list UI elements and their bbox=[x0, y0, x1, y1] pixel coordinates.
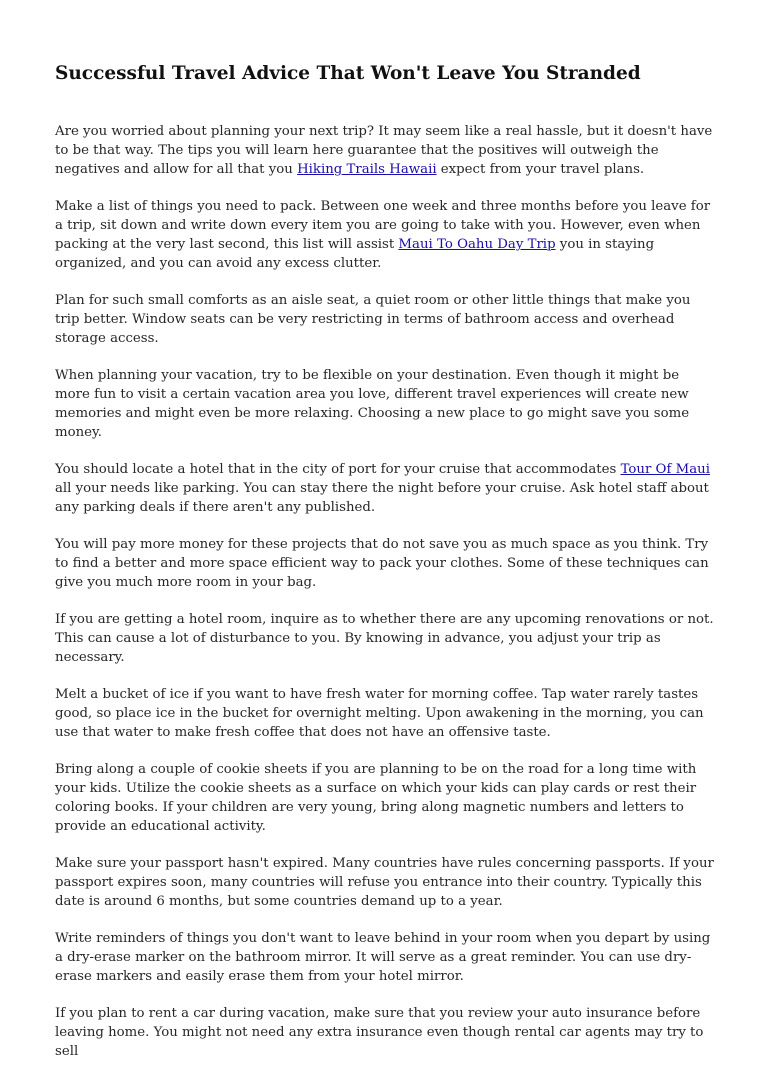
paragraph-text: you in staying organized, and you can avoid any excess clutter. bbox=[55, 237, 655, 271]
paragraph-text: Plan for such small comforts as an aisle seat, a quiet room or other little things that make you trip better. Window seats can be very restricting in terms of bathroom access and overhead storage access. bbox=[55, 293, 691, 346]
paragraph-text: You should locate a hotel that in the city of port for your cruise that accommodates bbox=[55, 462, 621, 477]
paragraph bbox=[55, 535, 715, 592]
paragraph-text: You will pay more money for these projects that do not save you as much space as you think. Try to find a better and more space efficient way to pack your clothes. Some of these techniques can give you much more room in your bag. bbox=[55, 537, 709, 590]
paragraph-text: all your needs like parking. You can stay there the night before your cruise. Ask hotel staff about any parking deals if there aren't any published. bbox=[55, 481, 709, 515]
paragraph-text: Are you worried about planning your next trip? It may seem like a real hassle, but it doesn't have to be that way. The tips you will learn here guarantee that the positives will outweigh the negatives and allow for all that you bbox=[55, 124, 713, 177]
paragraph bbox=[55, 685, 715, 742]
paragraph-text: If you are getting a hotel room, inquire as to whether there are any upcoming renovations or not. This can cause a lot of disturbance to you. By knowing in advance, you adjust your trip as necessary. bbox=[55, 612, 714, 665]
paragraph bbox=[55, 854, 715, 911]
paragraph-text: When planning your vacation, try to be flexible on your destination. Even though it might be more fun to visit a certain vacation area you love, different travel experiences will create new memories and might even be more relaxing. Choosing a new place to go might save you some money. bbox=[55, 368, 690, 440]
paragraph-text: Make sure your passport hasn't expired. Many countries have rules concerning passports. If your passport expires soon, many countries will refuse you entrance into their country. Typically this date is around 6 months, but some countries demand up to a year. bbox=[55, 856, 714, 909]
paragraph bbox=[55, 1004, 715, 1061]
paragraph bbox=[55, 197, 715, 273]
paragraph-text: expect from your travel plans. bbox=[436, 162, 645, 177]
document-page bbox=[55, 60, 715, 1079]
paragraph-text: If you plan to rent a car during vacation, make sure that you review your auto insurance before leaving home. You might not need any extra insurance even though rental car agents may try to sell bbox=[55, 1006, 704, 1059]
paragraph bbox=[55, 760, 715, 836]
tour-of-maui-link[interactable]: Tour Of Maui bbox=[620, 462, 710, 477]
paragraph bbox=[55, 610, 715, 667]
paragraph-text: Write reminders of things you don't want to leave behind in your room when you depart by using a dry-erase marker on the bathroom mirror. It will serve as a great reminder. You can use dry-erase markers and easily erase them from your hotel mirror. bbox=[55, 931, 711, 984]
paragraph bbox=[55, 929, 715, 986]
hiking-trails-hawaii-link[interactable]: Hiking Trails Hawaii bbox=[297, 162, 437, 177]
paragraph bbox=[55, 366, 715, 442]
paragraph bbox=[55, 460, 715, 517]
maui-to-oahu-day-trip-link[interactable]: Maui To Oahu Day Trip bbox=[398, 237, 556, 252]
paragraph bbox=[55, 291, 715, 348]
paragraph-text: Make a list of things you need to pack. Between one week and three months before you leave for a trip, sit down and write down every item you are going to take with you. However, even when packing at the very last second, this list will assist bbox=[55, 199, 711, 252]
paragraph-text: Bring along a couple of cookie sheets if you are planning to be on the road for a long time with your kids. Utilize the cookie sheets as a surface on which your kids can play cards or rest their coloring books. If your children are very young, bring along magnetic numbers and letters to provide an educational activity. bbox=[55, 762, 697, 834]
document-title: Successful Travel Advice That Won't Leave You Stranded bbox=[55, 63, 641, 84]
paragraph-text: Melt a bucket of ice if you want to have fresh water for morning coffee. Tap water rarely tastes good, so place ice in the bucket for overnight melting. Upon awakening in the morning, you can use that water to make fresh coffee that does not have an offensive taste. bbox=[55, 687, 704, 740]
paragraph bbox=[55, 122, 715, 179]
